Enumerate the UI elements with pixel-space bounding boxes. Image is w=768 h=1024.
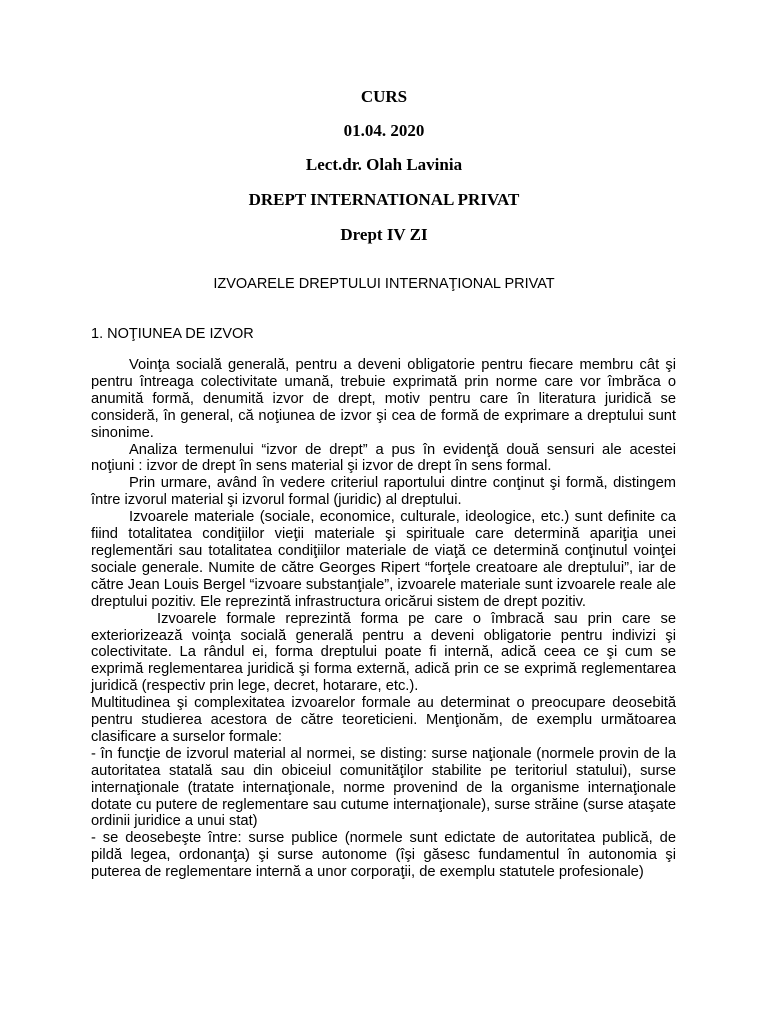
- paragraph: Voinţa socială generală, pentru a deveni obligatorie pentru fiecare membru cât şi pentru întreaga colectivitate umană, trebuie exprimată prin norme care vor îmbrăca o anumită formă, denumită izvor de drept, motiv pentru care în literatura juridică se consideră, în general, că noţiunea de izvor şi cea de formă de exprimare a dreptului sunt sinonime.: [91, 357, 676, 441]
- subject-title: DREPT INTERNATIONAL PRIVAT: [248, 190, 520, 209]
- paragraph: Multitudinea şi complexitatea izvoarelor formale au determinat o preocupare deosebită pentru studierea acestora de către teoreticieni. Menţionăm, de exemplu următoarea clasificare a surselor formale:: [91, 695, 676, 745]
- paragraph: Izvoarele materiale (sociale, economice, culturale, ideologice, etc.) sunt definite ca fiind totalitatea condiţiilor vieţii materiale şi spirituale care determină apariţia unei reglementări sau totalitatea condiţiilor materiale de viaţă ce determină conţinutul voinţei sociale generale. Numite de către Georges Ripert “forţele creatoare ale dreptului”, iar de către Jean Louis Bergel “izvoare substanţiale”, izvoarele materiale sunt izvoarele reale ale dreptului pozitiv. Ele reprezintă infrastructura oricărui sistem de drept pozitiv.: [91, 509, 676, 610]
- list-item: - se deosebeşte între: surse publice (normele sunt edictate de autoritatea publică, de pildă legea, ordonanţa) şi surse autonome (îşi găsesc fundamentul în autonomia şi puterea de reglementare internă a unor corporaţii, de exemplu statutele profesionale): [91, 830, 676, 881]
- program-label: Drept IV ZI: [340, 225, 428, 244]
- document-body: [91, 357, 676, 881]
- course-date: 01.04. 2020: [343, 121, 425, 140]
- section-heading: 1. NOŢIUNEA DE IZVOR: [91, 326, 254, 342]
- paragraph: Analiza termenului “izvor de drept” a pus în evidenţă două sensuri ale acestei noţiuni : izvor de drept în sens material şi izvor de drept în sens formal.: [91, 441, 676, 475]
- lecturer-name: Lect.dr. Olah Lavinia: [305, 155, 463, 174]
- course-label: CURS: [360, 87, 408, 106]
- list-item: - în funcţie de izvorul material al normei, se disting: surse naţionale (normele provin de la autoritatea statală sau din obiceiul comunităţilor stabilite pe teritoriul statului), surse internaţionale (tratate internaţionale, norme provenind de la organisme internaţionale dotate cu putere de reglementare sau cutume internaţionale), surse străine (surse ataşate ordinii juridice a unui stat): [91, 745, 676, 830]
- paragraph: Prin urmare, având în vedere criteriul raportului dintre conţinut şi formă, distingem între izvorul material şi izvorul formal (juridic) al dreptului.: [91, 475, 676, 509]
- chapter-title: IZVOARELE DREPTULUI INTERNAŢIONAL PRIVAT: [213, 276, 555, 292]
- paragraph: Izvoarele formale reprezintă forma pe care o îmbracă sau prin care se exteriorizează voinţa socială generală pentru a deveni obligatorie pentru indivizi şi colectivitate. La rândul ei, forma dreptului poate fi internă, adică ceea ce şi cum se exprimă reglementarea juridică şi forma externă, adică prin ce se exprimă reglementarea juridică (respectiv prin lege, decret, hotarare, etc.).: [91, 610, 676, 695]
